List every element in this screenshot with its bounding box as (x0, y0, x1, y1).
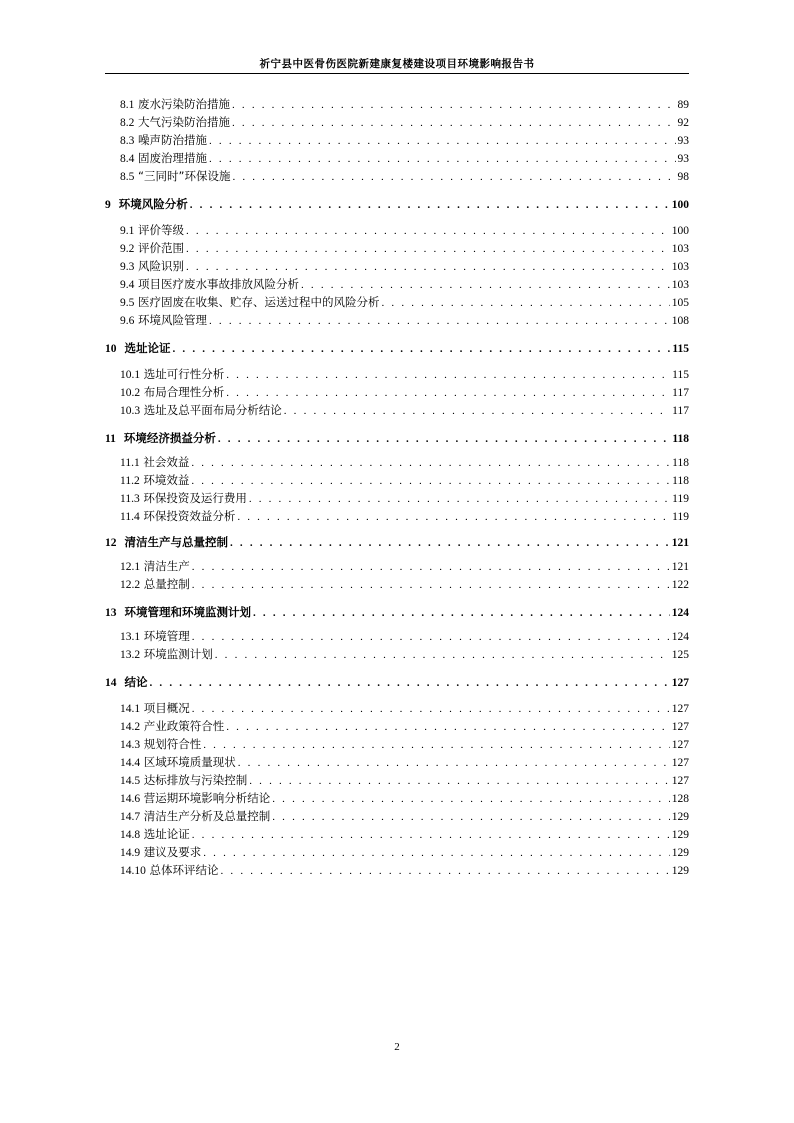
toc-entry-number: 13.1 (120, 631, 141, 643)
toc-entry-label (120, 277, 299, 292)
toc-section-entry[interactable] (105, 222, 689, 238)
toc-entry-label (120, 133, 207, 148)
toc-entry-label (105, 431, 216, 446)
toc-entry-title: 选址及总平面布局分析结论 (143, 403, 282, 417)
toc-section-entry[interactable] (105, 862, 689, 878)
toc-section-entry[interactable] (105, 736, 689, 752)
toc-entry-number: 10.3 (120, 405, 141, 417)
toc-entry-label (105, 535, 228, 550)
toc-entry-label (105, 197, 188, 212)
toc-dot-leader (186, 260, 670, 274)
toc-entry-title: 环境管理和环境监测计划 (124, 605, 252, 619)
toc-section-entry[interactable] (105, 790, 689, 806)
toc-section-entry[interactable] (105, 366, 689, 382)
toc-section-entry[interactable] (105, 240, 689, 256)
toc-section-entry[interactable] (105, 490, 689, 506)
toc-dot-leader (192, 560, 670, 574)
toc-chapter-entry[interactable] (105, 340, 689, 356)
toc-dot-leader (226, 386, 670, 400)
toc-entry-page: 124 (671, 631, 689, 643)
toc-entry-page: 129 (671, 865, 689, 877)
toc-dot-leader (232, 98, 675, 112)
toc-entry-page: 127 (671, 677, 689, 689)
toc-entry-title: 风险识别 (138, 259, 185, 273)
toc-entry-title: 环保投资及运行费用 (143, 491, 247, 505)
toc-chapter-entry[interactable] (105, 534, 689, 550)
toc-entry-number: 11 (105, 433, 116, 445)
toc-entry-page: 93 (677, 153, 689, 165)
toc-section-entry[interactable] (105, 576, 689, 592)
toc-entry-number: 9 (105, 199, 111, 211)
toc-dot-leader (192, 828, 670, 842)
header-rule (105, 73, 689, 74)
toc-dot-leader (221, 864, 670, 878)
toc-entry-title: 选址可行性分析 (143, 367, 225, 381)
toc-entry-title: 环境经济损益分析 (123, 431, 216, 445)
toc-entry-title: 区域环境质量现状 (143, 755, 236, 769)
toc-dot-leader (232, 170, 675, 184)
toc-entry-label (120, 863, 219, 878)
toc-entry-number: 9.6 (120, 315, 135, 327)
toc-dot-leader (249, 774, 669, 788)
toc-section-entry[interactable] (105, 384, 689, 400)
toc-entry-number: 14 (105, 677, 117, 689)
toc-section-entry[interactable] (105, 96, 689, 112)
toc-dot-leader (237, 510, 670, 524)
toc-section-entry[interactable] (105, 294, 689, 310)
toc-section-entry[interactable] (105, 150, 689, 166)
toc-section-entry[interactable] (105, 132, 689, 148)
toc-section-entry[interactable] (105, 754, 689, 770)
toc-entry-title: 废水污染防治措施 (138, 97, 231, 111)
toc-entry-title: 规划符合性 (143, 737, 202, 751)
toc-section-entry[interactable] (105, 168, 689, 184)
toc-entry-number: 14.10 (120, 865, 146, 877)
toc-entry-page: 93 (677, 135, 689, 147)
toc-entry-title: 达标排放与污染控制 (143, 773, 248, 787)
toc-dot-leader (249, 492, 670, 506)
toc-dot-leader (192, 630, 670, 644)
toc-entry-number: 12.1 (120, 561, 141, 573)
toc-section-entry[interactable] (105, 558, 689, 574)
page-number: 2 (394, 1041, 400, 1053)
toc-entry-page: 118 (672, 457, 689, 469)
toc-dot-leader (203, 846, 669, 860)
toc-entry-label (120, 241, 184, 256)
toc-entry-title: 环境效益 (143, 473, 190, 487)
toc-entry-label (120, 455, 189, 470)
toc-entry-label (120, 97, 230, 112)
toc-dot-leader (232, 116, 675, 130)
toc-entry-title: 营运期环境影响分析结论 (143, 791, 271, 805)
toc-dot-leader (218, 432, 670, 446)
toc-entry-number: 10.1 (120, 369, 141, 381)
toc-entry-number: 9.4 (120, 279, 135, 291)
toc-entry-number: 11.3 (120, 493, 140, 505)
toc-entry-title: “三同时”环保设施 (138, 169, 231, 183)
toc-dot-leader (226, 720, 669, 734)
toc-entry-page: 121 (671, 561, 689, 573)
toc-entry-page: 103 (671, 261, 689, 273)
toc-entry-number: 14.5 (120, 775, 141, 787)
toc-entry-number: 14.4 (120, 757, 141, 769)
toc-entry-page: 103 (671, 279, 689, 291)
toc-entry-page: 127 (671, 757, 689, 769)
toc-entry-number: 14.6 (120, 793, 141, 805)
toc-chapter-entry[interactable] (105, 674, 689, 690)
toc-entry-page: 119 (672, 493, 689, 505)
toc-entry-page: 127 (671, 739, 689, 751)
toc-entry-label (120, 115, 230, 130)
toc-dot-leader (191, 474, 670, 488)
toc-section-entry[interactable] (105, 718, 689, 734)
toc-entry-label (120, 295, 380, 310)
toc-entry-label (120, 827, 190, 842)
toc-dot-leader (301, 278, 670, 292)
toc-entry-page: 89 (677, 99, 689, 111)
toc-entry-page: 127 (671, 721, 689, 733)
toc-entry-page: 128 (671, 793, 689, 805)
toc-entry-title: 大气污染防治措施 (138, 115, 231, 129)
toc-dot-leader (192, 702, 670, 716)
toc-entry-page: 108 (671, 315, 689, 327)
toc-entry-title: 选址论证 (124, 341, 171, 355)
toc-entry-number: 9.2 (120, 243, 135, 255)
toc-entry-page: 115 (672, 343, 689, 355)
toc-entry-title: 布局合理性分析 (143, 385, 225, 399)
toc-entry-label (120, 577, 190, 592)
toc-entry-title: 结论 (124, 675, 148, 689)
toc-entry-title: 固废治理措施 (138, 151, 208, 165)
toc-section-entry[interactable] (105, 844, 689, 860)
toc-dot-leader (215, 648, 670, 662)
toc-entry-page: 129 (671, 847, 689, 859)
toc-entry-number: 8.3 (120, 135, 135, 147)
toc-entry-label (120, 509, 235, 524)
toc-entry-page: 92 (677, 117, 689, 129)
toc-section-entry[interactable] (105, 772, 689, 788)
toc-entry-label (120, 737, 201, 752)
toc-entry-label (120, 473, 189, 488)
toc-section-entry[interactable] (105, 472, 689, 488)
toc-entry-page: 118 (672, 433, 689, 445)
toc-entry-page: 127 (671, 775, 689, 787)
toc-dot-leader (382, 296, 670, 310)
toc-entry-number: 13 (105, 607, 117, 619)
toc-section-entry[interactable] (105, 402, 689, 418)
document-header-title: 祈宁县中医骨伤医院新建康复楼建设项目环境影响报告书 (259, 58, 535, 70)
toc-chapter-entry[interactable] (105, 430, 689, 446)
toc-entry-title: 环境管理 (143, 629, 190, 643)
toc-entry-page: 117 (672, 405, 689, 417)
toc-entry-label (120, 223, 184, 238)
toc-dot-leader (173, 342, 671, 356)
toc-section-entry[interactable] (105, 700, 689, 716)
toc-entry-label (105, 675, 148, 690)
toc-entry-title: 建议及要求 (143, 845, 202, 859)
toc-entry-label (120, 151, 207, 166)
toc-entry-label (120, 169, 230, 184)
toc-entry-page: 117 (672, 387, 689, 399)
toc-entry-label (120, 367, 224, 382)
toc-entry-label (120, 809, 270, 824)
toc-section-entry[interactable] (105, 276, 689, 292)
toc-entry-number: 14.3 (120, 739, 141, 751)
toc-entry-label (120, 491, 247, 506)
toc-entry-title: 环境监测计划 (143, 647, 213, 661)
toc-entry-number: 8.4 (120, 153, 135, 165)
toc-entry-title: 项目概况 (143, 701, 190, 715)
toc-entry-page: 100 (671, 199, 689, 211)
toc-entry-page: 129 (671, 811, 689, 823)
toc-section-entry[interactable] (105, 808, 689, 824)
toc-entry-title: 清洁生产分析及总量控制 (143, 809, 271, 823)
toc-dot-leader (238, 756, 670, 770)
toc-entry-label (120, 385, 224, 400)
toc-section-entry[interactable] (105, 312, 689, 328)
toc-section-entry[interactable] (105, 258, 689, 274)
toc-entry-title: 评价等级 (138, 223, 185, 237)
toc-entry-number: 9.5 (120, 297, 135, 309)
toc-entry-page: 119 (672, 511, 689, 523)
toc-entry-title: 项目医疗废水事故排放风险分析 (138, 277, 300, 291)
toc-entry-label (120, 259, 184, 274)
toc-entry-label (120, 773, 247, 788)
toc-dot-leader (230, 536, 670, 550)
toc-entry-number: 8.2 (120, 117, 135, 129)
toc-entry-page: 121 (671, 537, 689, 549)
toc-entry-label (120, 647, 213, 662)
toc-entry-number: 14.7 (120, 811, 141, 823)
toc-entry-page: 115 (672, 369, 689, 381)
toc-entry-title: 噪声防治措施 (138, 133, 208, 147)
toc-dot-leader (186, 224, 670, 238)
toc-entry-title: 环境风险管理 (138, 313, 208, 327)
toc-entry-number: 14.1 (120, 703, 141, 715)
toc-entry-title: 评价范围 (138, 241, 185, 255)
toc-entry-page: 124 (671, 607, 689, 619)
toc-dot-leader (192, 578, 670, 592)
toc-dot-leader (209, 152, 675, 166)
toc-entry-title: 总量控制 (143, 577, 190, 591)
toc-entry-page: 122 (671, 579, 689, 591)
toc-section-entry[interactable] (105, 628, 689, 644)
toc-entry-title: 总体环评结论 (149, 863, 219, 877)
toc-entry-label (105, 605, 251, 620)
toc-dot-leader (253, 606, 670, 620)
toc-entry-number: 11.2 (120, 475, 140, 487)
toc-entry-label (120, 629, 190, 644)
toc-entry-title: 清洁生产 (143, 559, 190, 573)
toc-entry-title: 环境风险分析 (118, 197, 188, 211)
toc-entry-page: 100 (671, 225, 689, 237)
toc-entry-label (120, 313, 207, 328)
toc-entry-label (120, 845, 201, 860)
toc-dot-leader (203, 738, 669, 752)
toc-dot-leader (272, 792, 669, 806)
toc-entry-number: 10.2 (120, 387, 141, 399)
toc-entry-number: 9.1 (120, 225, 135, 237)
toc-dot-leader (186, 242, 670, 256)
toc-entry-title: 社会效益 (143, 455, 190, 469)
toc-chapter-entry[interactable] (105, 196, 689, 212)
toc-dot-leader (150, 676, 670, 690)
toc-entry-number: 12 (105, 537, 117, 549)
toc-entry-page: 103 (671, 243, 689, 255)
toc-entry-label (120, 701, 190, 716)
toc-entry-label (120, 719, 224, 734)
toc-entry-page: 98 (677, 171, 689, 183)
toc-entry-number: 9.3 (120, 261, 135, 273)
toc-entry-page: 118 (672, 475, 689, 487)
toc-entry-number: 14.9 (120, 847, 141, 859)
toc-dot-leader (190, 198, 670, 212)
toc-entry-number: 10 (105, 343, 117, 355)
toc-entry-label (120, 403, 282, 418)
toc-section-entry[interactable] (105, 454, 689, 470)
toc-section-entry[interactable] (105, 646, 689, 662)
toc-entry-label (105, 341, 171, 356)
toc-entry-title: 选址论证 (143, 827, 190, 841)
toc-entry-title: 医疗固废在收集、贮存、运送过程中的风险分析 (138, 295, 380, 309)
toc-entry-number: 11.1 (120, 457, 140, 469)
toc-section-entry[interactable] (105, 114, 689, 130)
toc-entry-label (120, 559, 190, 574)
toc-entry-number: 11.4 (120, 511, 140, 523)
toc-section-entry[interactable] (105, 826, 689, 842)
toc-entry-page: 125 (671, 649, 689, 661)
toc-entry-number: 8.5 (120, 171, 135, 183)
toc-dot-leader (272, 810, 669, 824)
toc-entry-title: 产业政策符合性 (143, 719, 225, 733)
toc-dot-leader (209, 134, 675, 148)
toc-entry-label (120, 755, 236, 770)
toc-entry-label (120, 791, 270, 806)
toc-entry-number: 14.2 (120, 721, 141, 733)
toc-entry-title: 环保投资效益分析 (143, 509, 236, 523)
toc-entry-number: 8.1 (120, 99, 135, 111)
toc-entry-number: 13.2 (120, 649, 141, 661)
toc-dot-leader (226, 368, 670, 382)
toc-entry-number: 14.8 (120, 829, 141, 841)
toc-entry-page: 129 (671, 829, 689, 841)
toc-entry-page: 105 (671, 297, 689, 309)
toc-dot-leader (209, 314, 670, 328)
toc-section-entry[interactable] (105, 508, 689, 524)
toc-chapter-entry[interactable] (105, 604, 689, 620)
toc-entry-number: 12.2 (120, 579, 141, 591)
toc-entry-title: 清洁生产与总量控制 (124, 535, 229, 549)
toc-entry-page: 127 (671, 703, 689, 715)
toc-dot-leader (191, 456, 670, 470)
toc-dot-leader (284, 404, 670, 418)
